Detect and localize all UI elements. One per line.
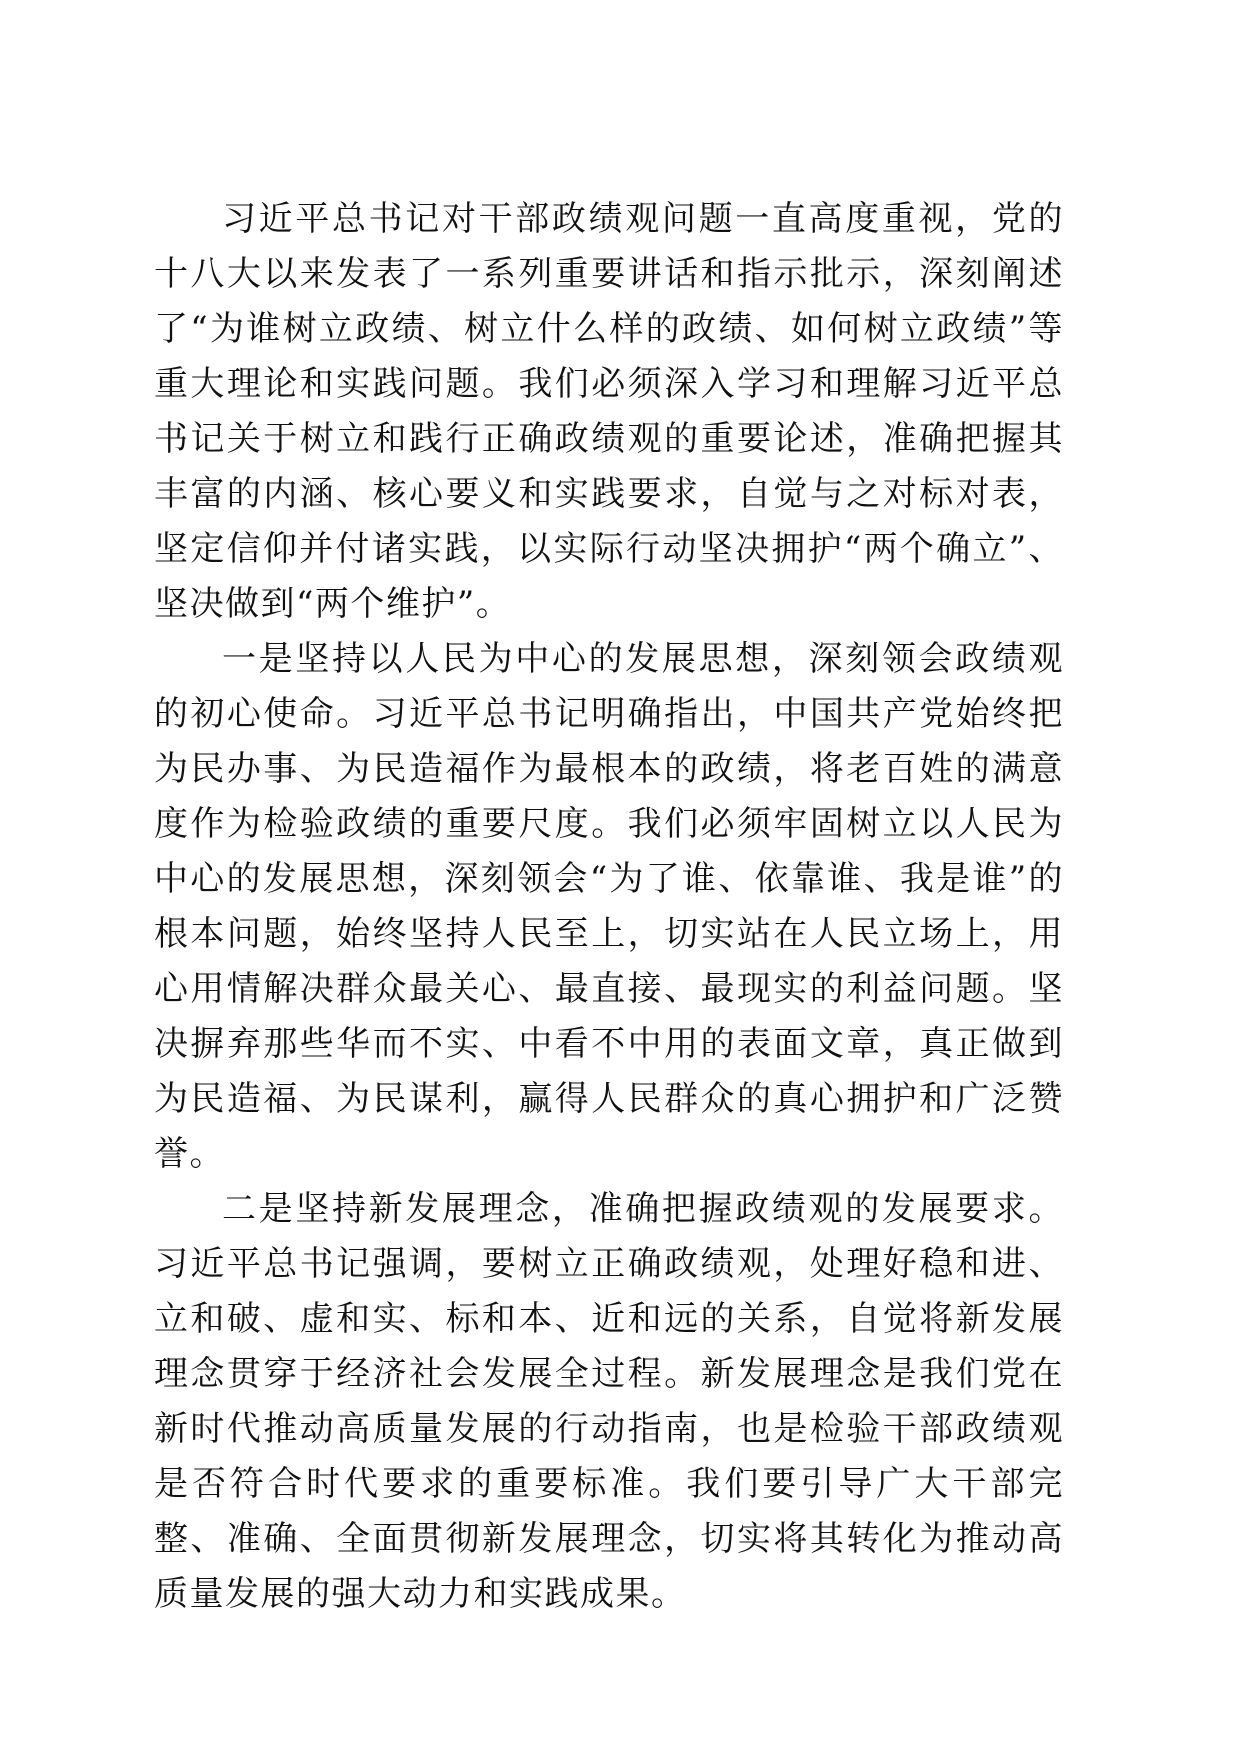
paragraph-point-two: 二是坚持新发展理念，准确把握政绩观的发展要求。习近平总书记强调，要树立正确政绩观，处理好稳和进、立和破、虚和实、标和本、近和远的关系，自觉将新发展理念贯穿于经济社会发展全过程。新发展理念是我们党在新时代推动高质量发展的行动指南，也是检验干部政绩观是否符合时代要求的重要标准。我们要引导广大干部完整、准确、全面贯彻新发展理念，切实将其转化为推动高质量发展的强大动力和实践成果。 [154,1189,1064,1614]
paragraph-intro: 习近平总书记对干部政绩观问题一直高度重视，党的十八大以来发表了一系列重要讲话和指示批示，深刻阐述了“为谁树立政绩、树立什么样的政绩、如何树立政绩”等重大理论和实践问题。我们必须深入学习和理解习近平总书记关于树立和践行正确政绩观的重要论述，准确把握其丰富的内涵、核心要义和实践要求，自觉与之对标对表，坚定信仰并付诸实践，以实际行动坚决拥护“两个确立”、坚决做到“两个维护”。 [154,199,1064,624]
paragraph-point-one: 一是坚持以人民为中心的发展思想，深刻领会政绩观的初心使命。习近平总书记明确指出，中国共产党始终把为民办事、为民造福作为最根本的政绩，将老百姓的满意度作为检验政绩的重要尺度。我们必须牢固树立以人民为中心的发展思想，深刻领会“为了谁、依靠谁、我是谁”的根本问题，始终坚持人民至上，切实站在人民立场上，用心用情解决群众最关心、最直接、最现实的利益问题。坚决摒弃那些华而不实、中看不中用的表面文章，真正做到为民造福、为民谋利，赢得人民群众的真心拥护和广泛赞誉。 [154,639,1064,1174]
document-body [154,192,1064,1622]
